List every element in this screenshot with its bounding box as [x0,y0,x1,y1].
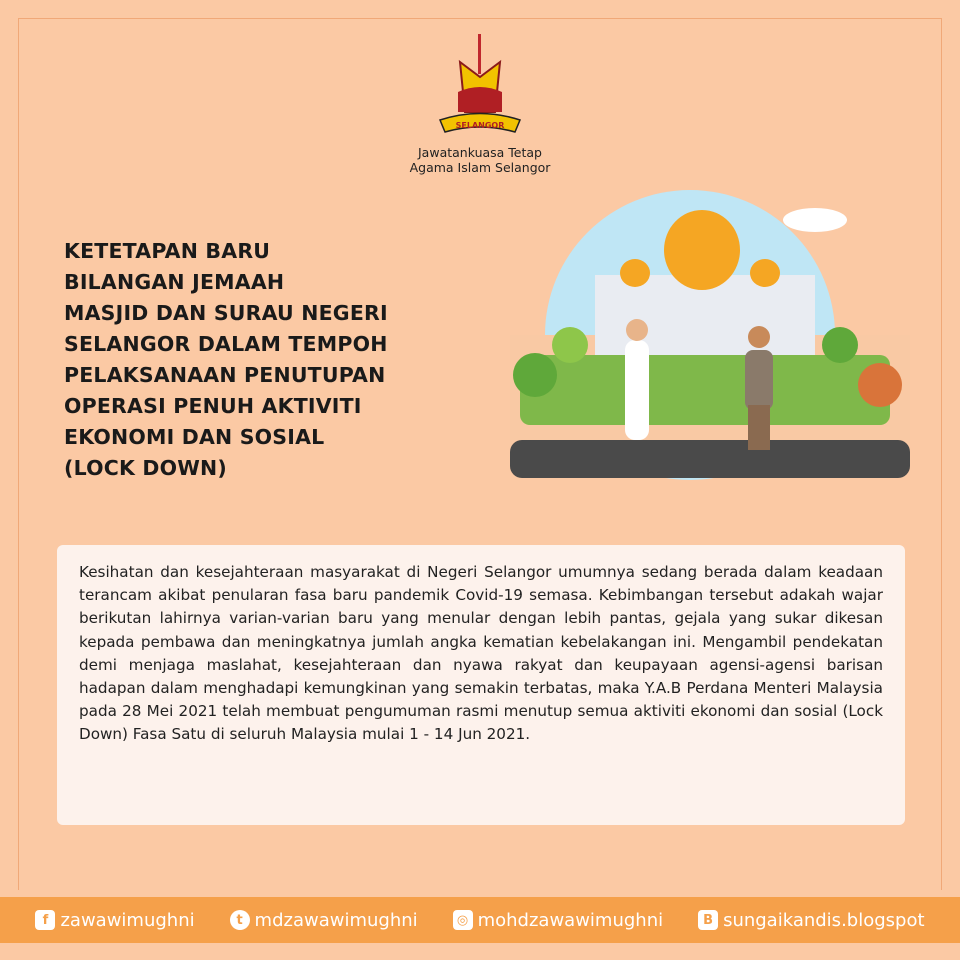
title-line: PELAKSANAAN PENUTUPAN [64,363,386,387]
title-line: KETETAPAN BARU [64,239,271,263]
title-line: BILANGAN JEMAAH [64,270,285,294]
instagram-link[interactable] [453,910,664,931]
instagram-handle: mohdzawawimughni [477,909,664,931]
page-title [64,236,484,484]
body-text-box [57,545,905,825]
facebook-link[interactable] [35,910,194,931]
facebook-icon: f [35,910,55,930]
body-paragraph: Kesihatan dan kesejahteraan masyarakat di Negeri Selangor umumnya sedang berada dalam keadaan terancam akibat penularan fasa baru pandemik Covid-19 semasa. Kebimbangan tersebut adakah wajar berikutan lahirnya varian-varian baru yang menular dengan lebih pantas, gejala yang sukar dikesan kepada pembawa dan meningkatnya jumlah angka kematian kebelakangan ini. Mengambil pendekatan demi menjaga maslahat, kesejahteraan dan nyawa rakyat dan keupayaan agensi-agensi barisan hadapan dalam menghadapi kemungkinan yang semakin terbatas, maka Y.A.B Perdana Menteri Malaysia pada 28 Mei 2021 telah membuat pengumuman rasmi menutup semua aktiviti ekonomi dan sosial (Lock Down) Fasa Satu di seluruh Malaysia mulai 1 - 14 Jun 2021. [79,563,883,744]
social-footer [0,897,960,943]
title-line: MASJID DAN SURAU NEGERI [64,301,388,325]
title-line: EKONOMI DAN SOSIAL [64,425,325,449]
facebook-handle: zawawimughni [60,909,195,931]
twitter-handle: mdzawawimughni [254,909,418,931]
organization-line-2: Agama Islam Selangor [409,160,551,175]
svg-text:SELANGOR: SELANGOR [455,121,505,130]
blogger-link[interactable] [698,910,924,931]
instagram-icon: ◎ [453,910,473,930]
title-line: SELANGOR DALAM TEMPOH [64,332,388,356]
selangor-crest-logo [430,32,530,142]
blogger-handle: sungaikandis.blogspot [723,909,925,931]
blogger-icon: B [698,910,718,930]
title-line: (LOCK DOWN) [64,456,227,480]
twitter-icon: t [230,910,250,930]
mosque-illustration [490,185,920,485]
twitter-link[interactable] [230,910,418,931]
organization-name [380,145,580,175]
organization-line-1: Jawatankuasa Tetap [418,145,542,160]
title-line: OPERASI PENUH AKTIVITI [64,394,362,418]
